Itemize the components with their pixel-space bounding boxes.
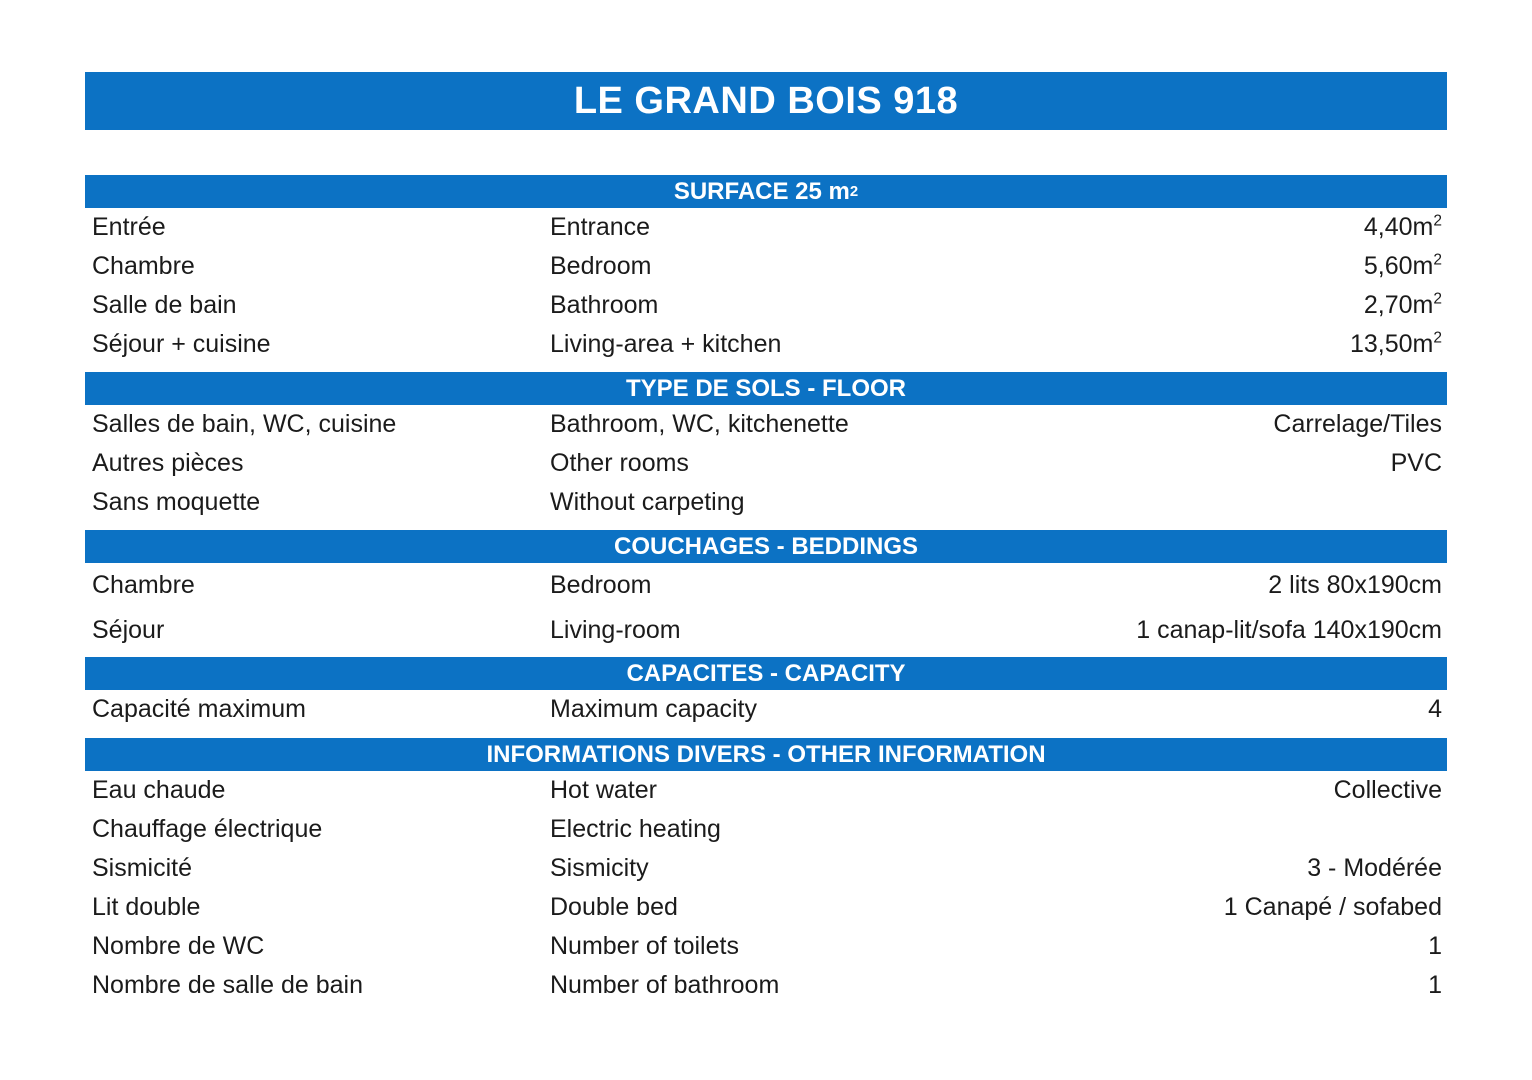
row-label-fr: Lit double bbox=[92, 893, 201, 921]
table-row bbox=[85, 849, 1447, 888]
section-header-other-information bbox=[85, 738, 1447, 771]
row-label-en: Number of bathroom bbox=[550, 971, 780, 999]
row-label-fr: Séjour bbox=[92, 616, 165, 644]
section-surface bbox=[85, 175, 1447, 364]
row-value: $2,70m^2$ bbox=[1363, 290, 1442, 319]
row-label-fr: Nombre de salle de bain bbox=[92, 971, 363, 999]
row-label-fr: Nombre de WC bbox=[92, 932, 265, 960]
row-label-en: Entrance bbox=[550, 213, 651, 241]
row-value: 1 Canapé / sofabed bbox=[1223, 893, 1442, 921]
row-label-en: Sismicity bbox=[550, 854, 649, 882]
row-label-fr: Séjour + cuisine bbox=[92, 330, 271, 358]
table-row bbox=[85, 966, 1447, 1005]
table-row bbox=[85, 208, 1447, 247]
row-label-en: Double bed bbox=[550, 893, 678, 921]
row-label-en: Hot water bbox=[550, 776, 657, 804]
section-header-capacity bbox=[85, 657, 1447, 690]
superscript: 2 bbox=[1433, 329, 1442, 347]
section-header-label: COUCHAGES - BEDDINGS bbox=[613, 532, 919, 560]
row-label-en: Number of toilets bbox=[550, 932, 739, 960]
row-value: $13,50m^2$ bbox=[1349, 329, 1442, 358]
table-row bbox=[85, 608, 1447, 653]
section-beddings bbox=[85, 530, 1447, 653]
row-label-fr: Eau chaude bbox=[92, 776, 226, 804]
row-label-en: Without carpeting bbox=[550, 488, 745, 516]
row-label-fr: Capacité maximum bbox=[92, 695, 306, 723]
property-info-sheet bbox=[85, 72, 1447, 1005]
row-label-fr: Sismicité bbox=[92, 854, 193, 882]
section-capacity bbox=[85, 657, 1447, 729]
table-row bbox=[85, 690, 1447, 729]
section-header-label: INFORMATIONS DIVERS - OTHER INFORMATION bbox=[486, 740, 1046, 768]
table-row bbox=[85, 286, 1447, 325]
row-label-en: Electric heating bbox=[550, 815, 721, 843]
section-header-beddings bbox=[85, 530, 1447, 563]
table-row bbox=[85, 444, 1447, 483]
row-label-en: Living-area + kitchen bbox=[550, 330, 782, 358]
section-other-information bbox=[85, 738, 1447, 1005]
table-row bbox=[85, 483, 1447, 522]
section-header-surface: SURFACE 25 m 2 bbox=[85, 175, 1447, 208]
table-row bbox=[85, 771, 1447, 810]
row-label-en: Bedroom bbox=[550, 252, 652, 280]
title-banner bbox=[85, 72, 1447, 130]
table-row bbox=[85, 247, 1447, 286]
superscript: 2 bbox=[1433, 251, 1442, 269]
section-header-label: SURFACE 25 m bbox=[673, 177, 850, 205]
row-label-en: Other rooms bbox=[550, 449, 689, 477]
row-value: 3 - Modérée bbox=[1307, 854, 1442, 882]
row-label-fr: Salle de bain bbox=[92, 291, 237, 319]
row-label-en: Bedroom bbox=[550, 571, 652, 599]
row-value: 1 bbox=[1428, 932, 1442, 960]
table-row bbox=[85, 563, 1447, 608]
row-value: PVC bbox=[1390, 449, 1442, 477]
row-label-fr: Salles de bain, WC, cuisine bbox=[92, 410, 397, 438]
row-label-fr: Autres pièces bbox=[92, 449, 244, 477]
row-label-fr: Chauffage électrique bbox=[92, 815, 323, 843]
row-value: 1 canap-lit/sofa 140x190cm bbox=[1136, 616, 1442, 644]
row-value: $4,40m^2$ bbox=[1363, 212, 1442, 241]
row-value: 4 bbox=[1428, 695, 1442, 723]
row-value: Carrelage/Tiles bbox=[1273, 410, 1442, 438]
superscript: 2 bbox=[1433, 212, 1442, 230]
row-label-en: Bathroom, WC, kitchenette bbox=[550, 410, 849, 438]
section-header-label: CAPACITES - CAPACITY bbox=[626, 659, 906, 687]
table-row bbox=[85, 325, 1447, 364]
section-header-floor bbox=[85, 372, 1447, 405]
table-row bbox=[85, 927, 1447, 966]
row-label-fr: Chambre bbox=[92, 571, 195, 599]
row-value: $5,60m^2$ bbox=[1363, 251, 1442, 280]
row-label-fr: Chambre bbox=[92, 252, 195, 280]
row-value: 2 lits 80x190cm bbox=[1268, 571, 1442, 599]
section-floor bbox=[85, 372, 1447, 522]
section-header-label: TYPE DE SOLS - FLOOR bbox=[625, 374, 907, 402]
superscript: 2 bbox=[1433, 290, 1442, 308]
table-row bbox=[85, 810, 1447, 849]
row-label-fr: Sans moquette bbox=[92, 488, 261, 516]
row-value: Collective bbox=[1333, 776, 1442, 804]
page-title: LE GRAND BOIS 918 bbox=[573, 79, 959, 122]
table-row bbox=[85, 888, 1447, 927]
row-value: 1 bbox=[1428, 971, 1442, 999]
row-label-en: Bathroom bbox=[550, 291, 659, 319]
table-row bbox=[85, 405, 1447, 444]
row-label-en: Living-room bbox=[550, 616, 681, 644]
row-label-en: Maximum capacity bbox=[550, 695, 757, 723]
row-label-fr: Entrée bbox=[92, 213, 166, 241]
